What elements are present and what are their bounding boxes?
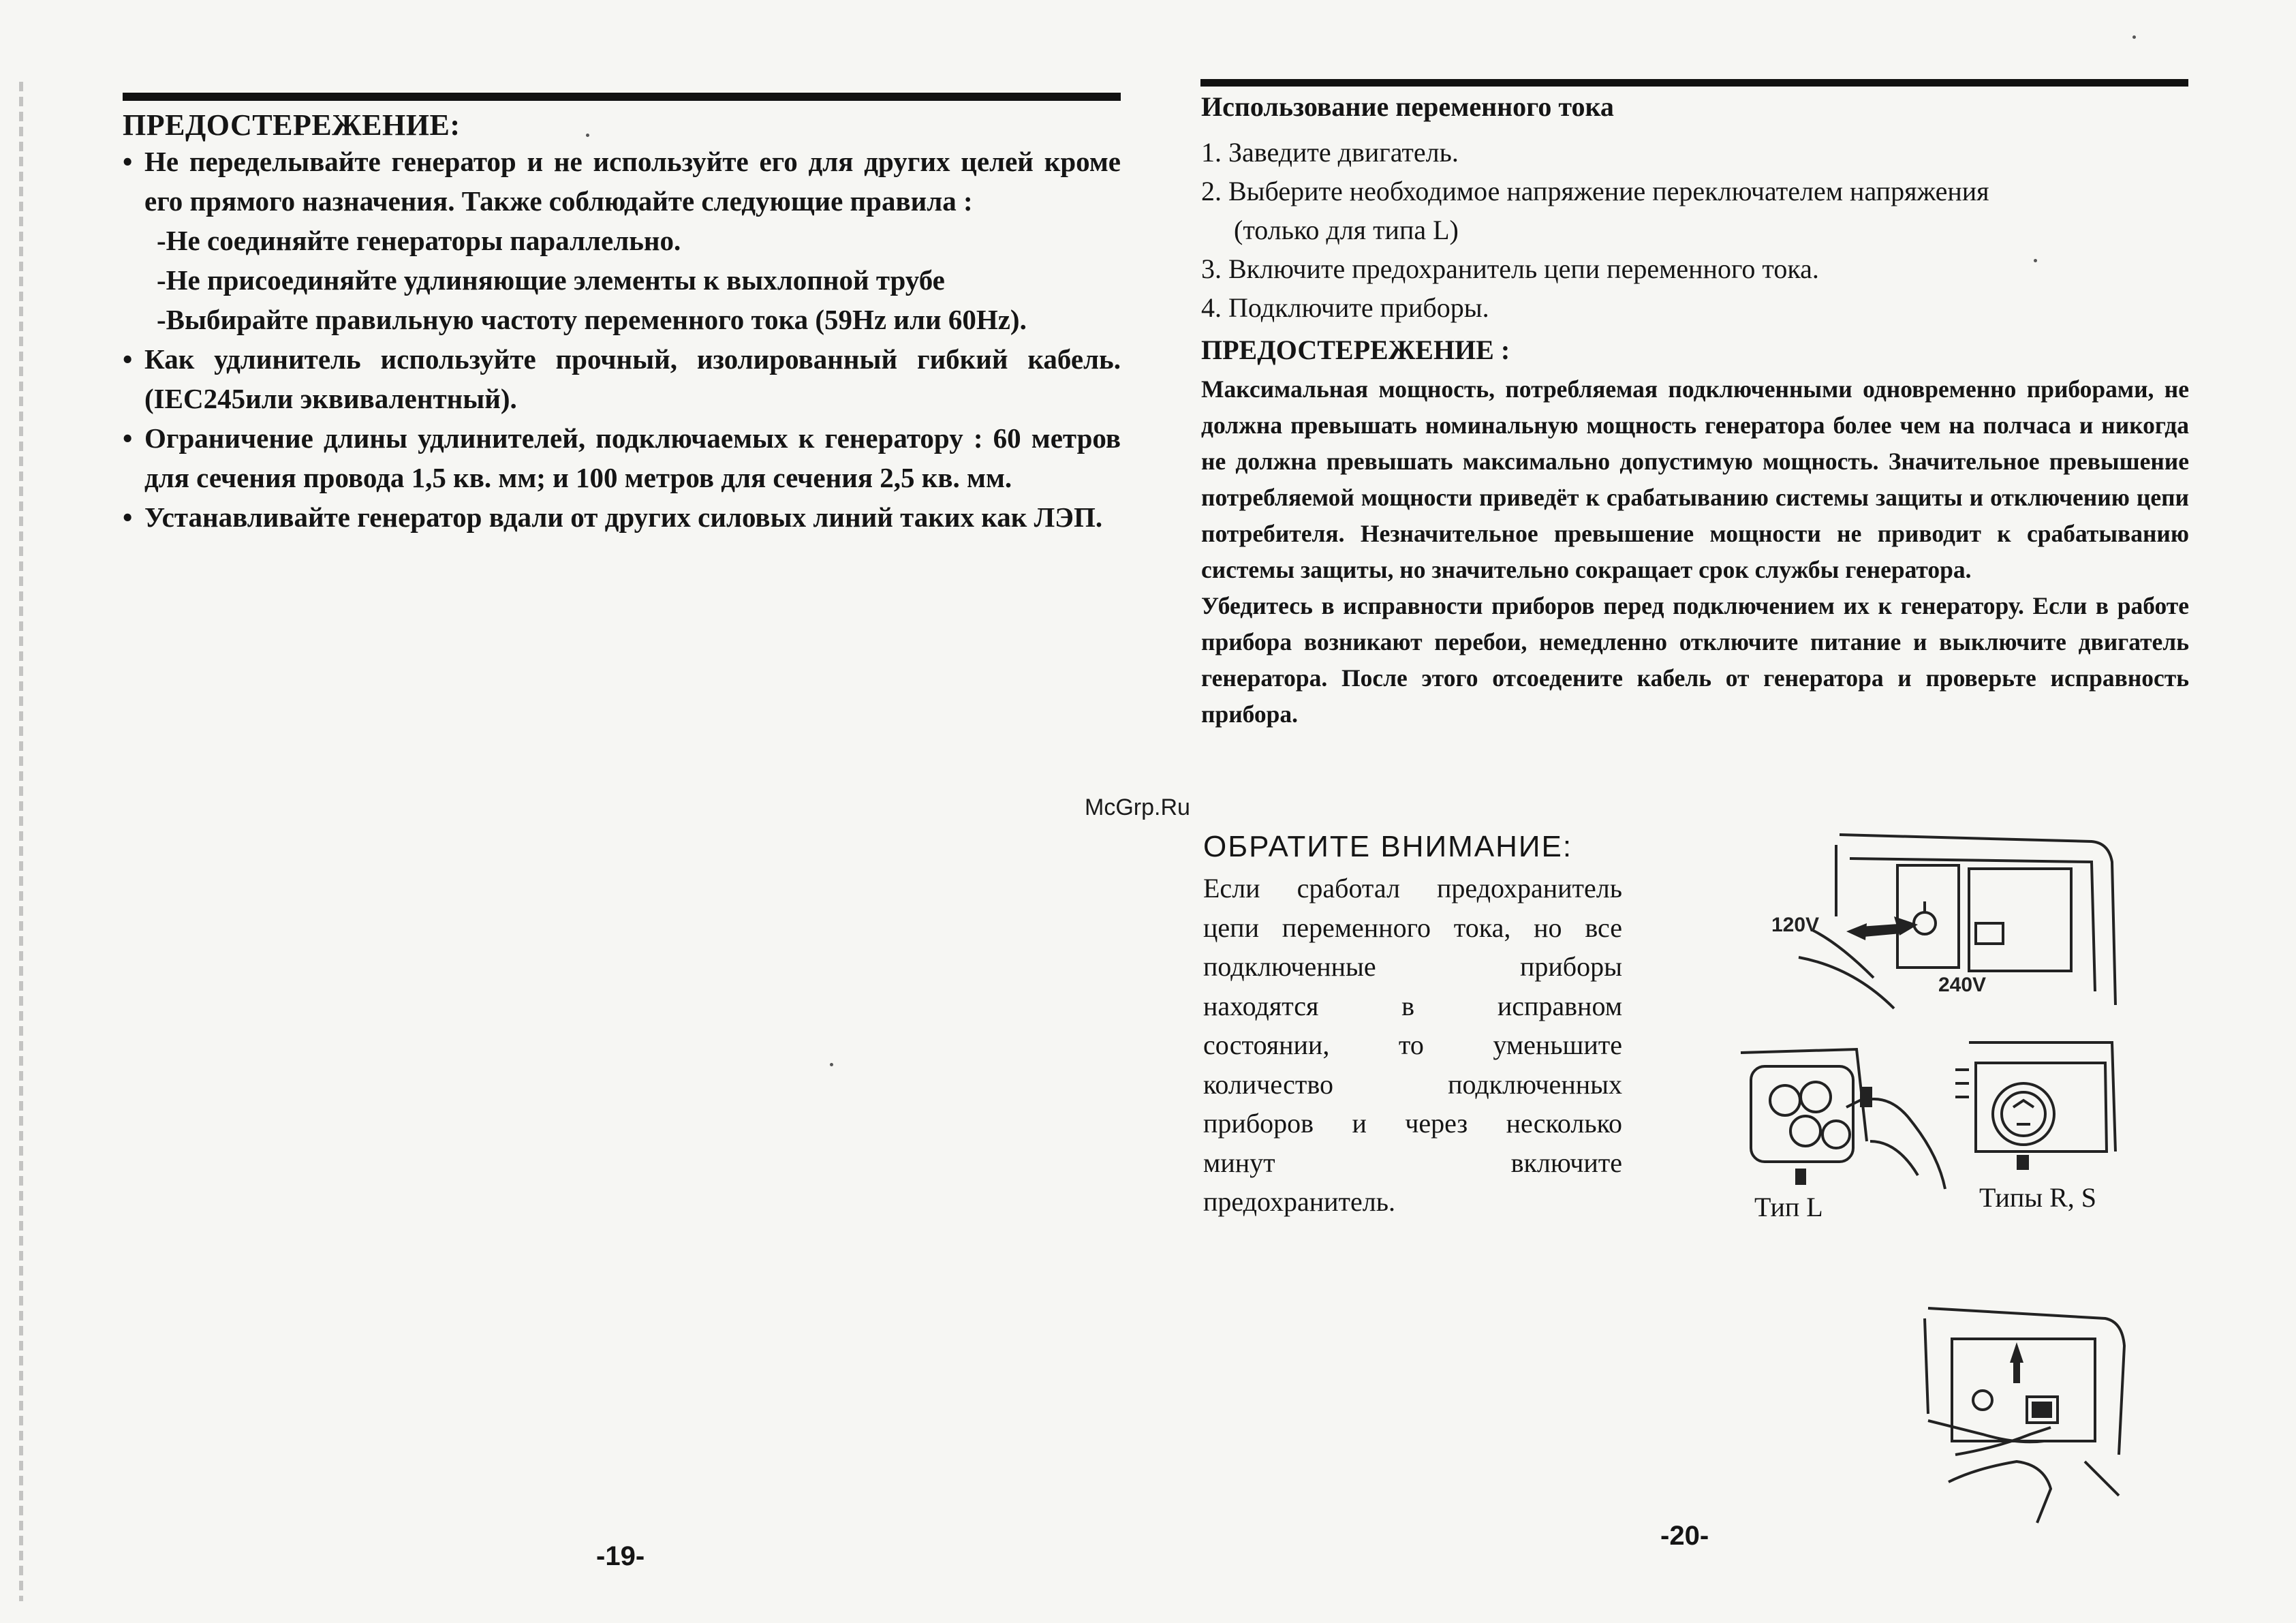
types-rs-label: Типы R, S	[1979, 1182, 2097, 1213]
type-l-label: Тип L	[1754, 1192, 1823, 1222]
left-heading: ПРЕДОСТЕРЕЖЕНИЕ:	[123, 108, 461, 142]
note-line: Если сработал предохранитель	[1203, 873, 1622, 903]
note-line: количество подключенных	[1203, 1068, 1622, 1100]
binding-edge	[19, 82, 23, 1601]
type-rs-socket-illustration	[1949, 1036, 2126, 1179]
note-line: подключенные приборы	[1203, 951, 1622, 982]
top-rule-right	[1200, 79, 2188, 87]
top-rule-left	[123, 93, 1121, 101]
steps-list	[1201, 133, 2189, 327]
warning-title: ПРЕДОСТЕРЕЖЕНИЕ :	[1201, 335, 1510, 365]
watermark: McGrp.Ru	[1085, 794, 1190, 820]
rule-item: -Не соединяйте генераторы параллельно.	[157, 225, 681, 256]
note-line: предохранитель.	[1203, 1186, 1395, 1217]
breaker-reset-illustration	[1914, 1298, 2132, 1530]
note-line: минут включите	[1203, 1147, 1622, 1178]
step-item: 4. Подключите приборы.	[1201, 292, 1489, 323]
right-heading: Использование переменного тока	[1201, 91, 1614, 122]
type-l-socket-illustration	[1734, 1039, 1959, 1196]
bullet-item: • Как удлинитель используйте прочный, изолированный гибкий кабель. (IEC245или эквивалентный).	[123, 339, 1121, 418]
warning-text	[1201, 371, 2189, 732]
note-body	[1203, 869, 1622, 1222]
step-item: 1. Заведите двигатель.	[1201, 137, 1459, 168]
step-item: 2. Выберите необходимое напряжение переключателем напряжения	[1201, 176, 1989, 206]
note-line: состоянии, то уменьшите	[1203, 1030, 1622, 1060]
scan-speck	[586, 134, 589, 137]
scan-speck	[2132, 35, 2136, 39]
rule-item: -Выбирайте правильную частоту переменного тока (59Hz или 60Hz).	[157, 304, 1027, 335]
page-number-right: -20-	[1660, 1521, 1709, 1551]
voltage-selector-illustration	[1771, 821, 2126, 1025]
page-number-left: -19-	[596, 1541, 645, 1571]
volt-120-label: 120V	[1771, 914, 1820, 936]
warning-paragraph: Максимальная мощность, потребляемая подключенными одновременно приборами, не должна превышать номинальную мощность генератора более чем на полчаса и никогда не должна превышать максимально допустимую мощность. Значительное превышение потребляемой мощности приведёт к срабатыванию системы защиты и отключению цепи потребителя. Незначительное превышение мощности не приводит к срабатыванию системы защиты, но значительно сокращает срок службы генератора.	[1201, 375, 2189, 583]
note-line: цепи переменного тока, но все	[1203, 912, 1622, 943]
step-item: 3. Включите предохранитель цепи переменного тока.	[1201, 253, 1819, 284]
left-body	[123, 142, 1121, 537]
note-title: ОБРАТИТЕ ВНИМАНИЕ:	[1203, 830, 1573, 863]
rule-item: -Не присоединяйте удлиняющие элементы к выхлопной трубе	[157, 264, 945, 296]
bullet-item: • Не переделывайте генератор и не используйте его для других целей кроме его прямого назначения. Также соблюдайте следующие правила :	[123, 142, 1121, 221]
warning-paragraph: Убедитесь в исправности приборов перед подключением их к генератору. Если в работе прибора возникают перебои, немедленно отключите питание и выключите двигатель генератора. После этого отсоедените кабель от генератора и проверьте исправность прибора.	[1201, 592, 2189, 728]
volt-240-label: 240V	[1938, 974, 1987, 996]
bullet-item: • Устанавливайте генератор вдали от других силовых линий таких как ЛЭП.	[123, 497, 1121, 537]
scan-speck	[2034, 259, 2037, 262]
bullet-item: • Ограничение длины удлинителей, подключаемых к генератору : 60 метров для сечения провода 1,5 кв. мм; и 100 метров для сечения 2,5 кв. мм.	[123, 418, 1121, 497]
scan-speck	[830, 1063, 833, 1066]
note-line: приборов и через несколько	[1203, 1108, 1622, 1139]
note-line: находятся в исправном	[1203, 990, 1622, 1021]
step-item-note: (только для типа L)	[1234, 215, 1459, 245]
